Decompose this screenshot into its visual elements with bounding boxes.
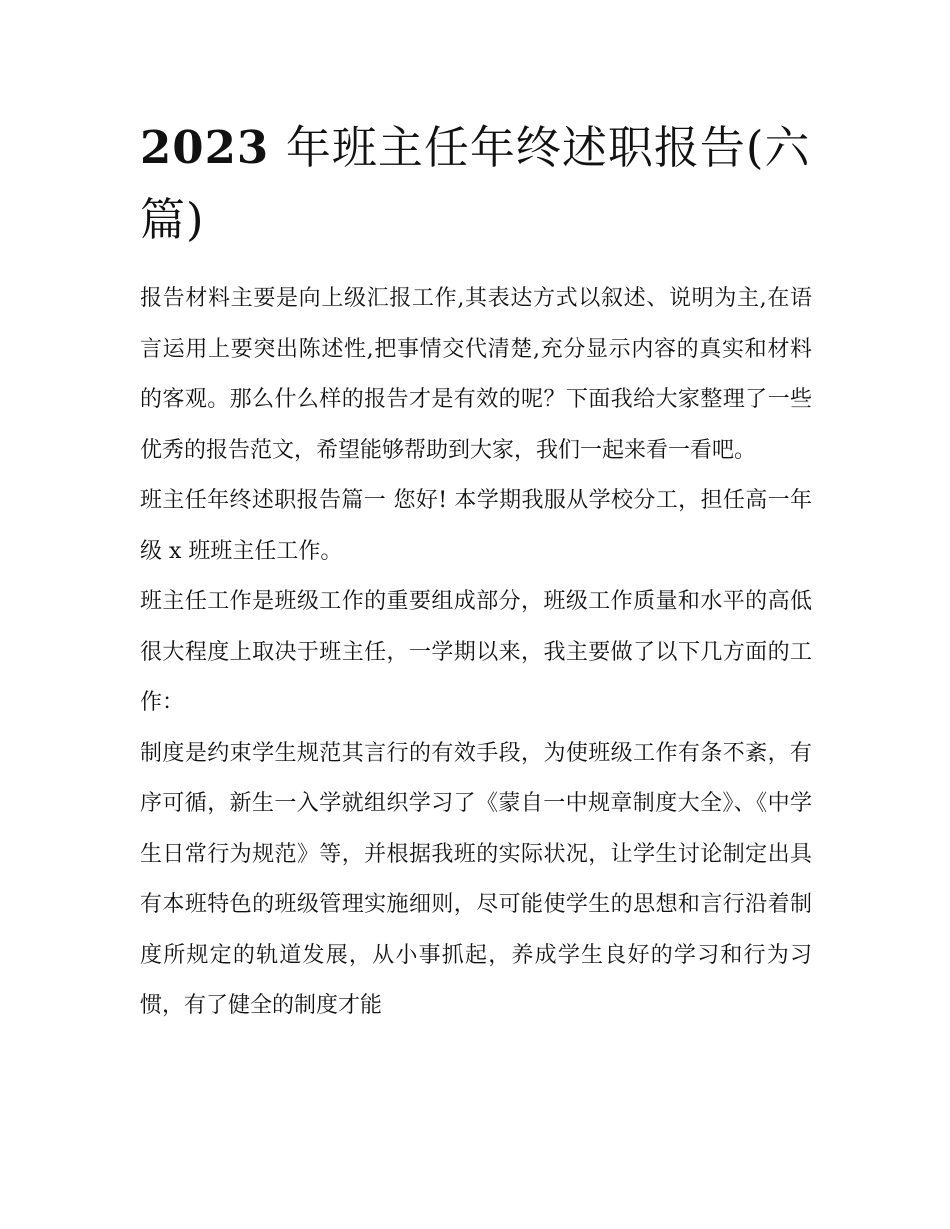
title-year: 2023 <box>140 121 270 174</box>
document-page <box>140 112 812 1032</box>
body-paragraph: 制度是约束学生规范其言行的有效手段，为使班级工作有条不紊，有序可循，新生一入学就组织学习了《蒙自一中规章制度大全》、《中学生日常行为规范》等，并根据我班的实际状况，让学生讨论制定出具有本班特色的班级管理实施细则，尽可能使学生的思想和言行沿着制度所规定的轨道发展，从小事抓起，养成学生良好的学习和行为习惯，有了健全的制度才能 <box>140 740 812 1018</box>
body-paragraph: 班主任工作是班级工作的重要组成部分，班级工作质量和水平的高低很大程度上取决于班主任，一学期以来，我主要做了以下几方面的工作： <box>140 589 812 715</box>
title-text: 年班主任年终述职报告(六篇) <box>140 121 811 246</box>
document-title <box>140 112 812 256</box>
document-body <box>140 274 812 1032</box>
intro-paragraph: 报告材料主要是向上级汇报工作,其表达方式以叙述、说明为主,在语言运用上要突出陈述性,把事情交代清楚,充分显示内容的真实和材料的客观。那么什么样的报告才是有效的呢？下面我给大家整理了一些优秀的报告范文，希望能够帮助到大家，我们一起来看一看吧。 <box>140 286 812 463</box>
body-paragraph: 班主任年终述职报告篇一 您好! 本学期我服从学校分工，担任高一年级 x 班班主任工作。 <box>140 488 812 564</box>
